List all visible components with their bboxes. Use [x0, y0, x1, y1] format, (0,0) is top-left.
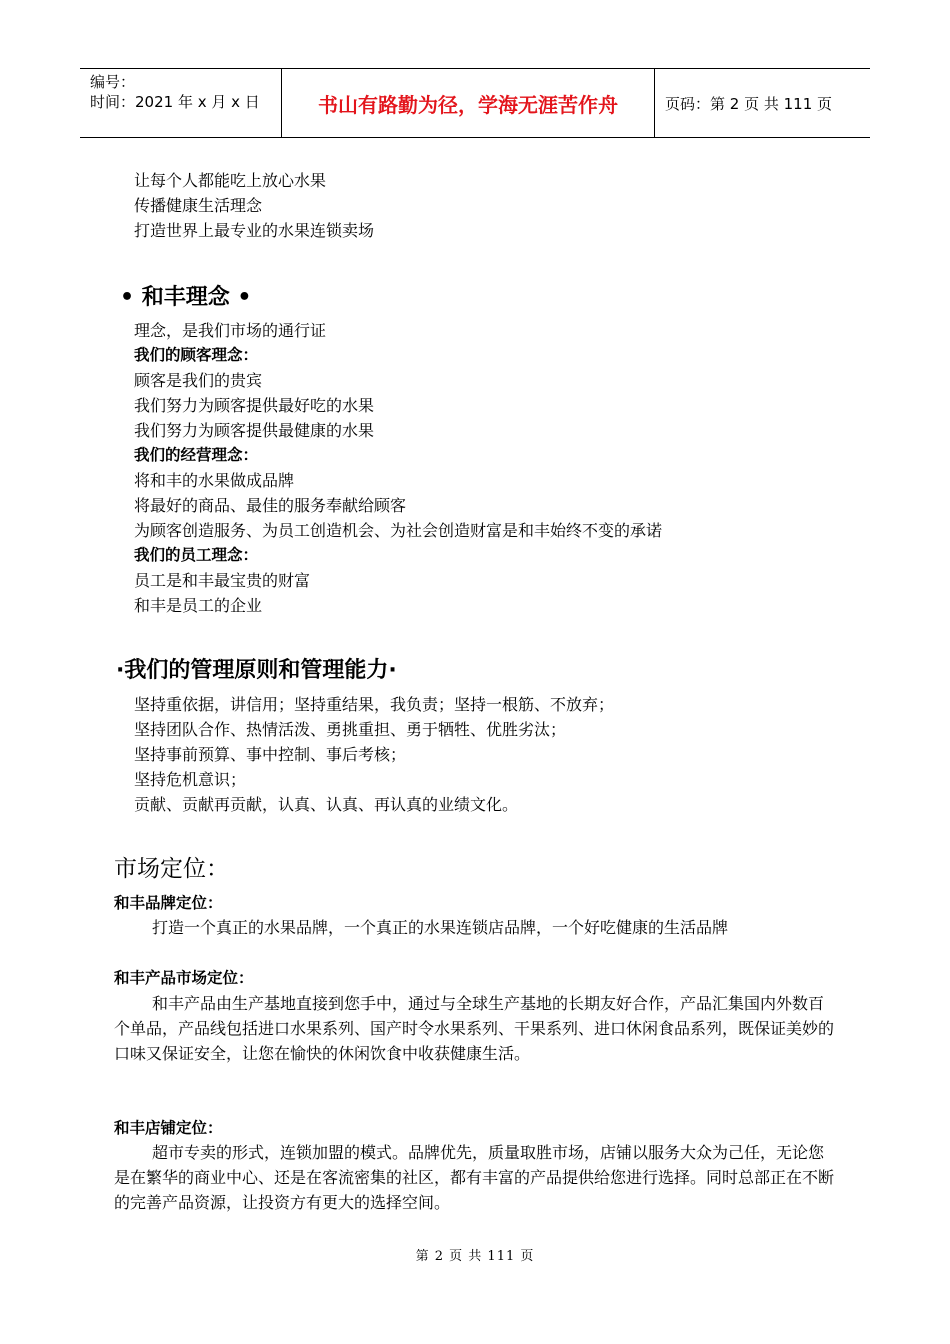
page-footer: 第 2 页 共 111 页	[415, 1249, 535, 1264]
header-motto: 书山有路勤为径，学海无涯苦作舟	[282, 69, 655, 137]
employee-item: 员工是和丰最宝贵的财富	[134, 571, 311, 590]
product-text: 和丰产品由生产基地直接到您手中，通过与全球生产基地的长期友好合作，产品汇集国内外数百个单品，产品线包括进口水果系列、国产时令水果系列、干果系列、进口休闲食品系列，既保证美妙的口味又保证安全，让您在愉快的休闲饮食中收获健康生活。	[114, 994, 835, 1063]
mission-line: 让每个人都能吃上放心水果	[134, 171, 327, 190]
employee-heading: 我们的员工理念：	[134, 546, 259, 564]
mission-line: 传播健康生活理念	[134, 196, 263, 215]
store-text: 超市专卖的形式，连锁加盟的模式。品牌优先，质量取胜市场，店铺以服务大众为己任，无论您是在繁华的商业中心、还是在客流密集的社区，都有丰富的产品提供给您进行选择。同时总部正在不断的完善产品资源，让投资方有更大的选择空间。	[114, 1143, 835, 1212]
date-label: 时间：2021 年 x 月 x 日	[90, 93, 260, 111]
positioning-title: 市场定位：	[114, 856, 229, 882]
management-item: 坚持事前预算、事中控制、事后考核；	[134, 745, 407, 764]
header-meta	[80, 69, 282, 137]
customer-heading: 我们的顾客理念：	[134, 346, 259, 364]
store-heading: 和丰店铺定位：	[114, 1119, 223, 1137]
business-item: 为顾客创造服务、为员工创造机会、为社会创造财富是和丰始终不变的承诺	[134, 521, 663, 540]
customer-item: 我们努力为顾客提供最健康的水果	[134, 421, 375, 440]
brand-text: 打造一个真正的水果品牌，一个真正的水果连锁店品牌，一个好吃健康的生活品牌	[152, 918, 729, 937]
management-item: 坚持危机意识；	[134, 770, 247, 789]
customer-item: 我们努力为顾客提供最好吃的水果	[134, 396, 375, 415]
customer-item: 顾客是我们的贵宾	[134, 371, 263, 390]
mission-line: 打造世界上最专业的水果连锁卖场	[134, 221, 375, 240]
product-heading: 和丰产品市场定位：	[114, 969, 254, 987]
philosophy-title: • 和丰理念 •	[120, 285, 252, 310]
business-item: 将最好的商品、最佳的服务奉献给顾客	[134, 496, 407, 515]
header-page-info: 页码：第 2 页 共 111 页	[665, 94, 833, 113]
business-heading: 我们的经营理念：	[134, 446, 259, 464]
brand-heading: 和丰品牌定位：	[114, 894, 223, 912]
philosophy-intro: 理念，是我们市场的通行证	[134, 321, 327, 340]
management-item: 贡献、贡献再贡献，认真、认真、再认真的业绩文化。	[134, 795, 519, 814]
management-title: ·我们的管理原则和管理能力·	[116, 658, 397, 683]
management-item: 坚持团队合作、热情活泼、勇挑重担、勇于牺牲、优胜劣汰；	[134, 720, 567, 739]
employee-item: 和丰是员工的企业	[134, 596, 263, 615]
management-item: 坚持重依据，讲信用；坚持重结果，我负责；坚持一根筋、不放弃；	[134, 695, 615, 714]
page-header	[80, 68, 870, 138]
number-label: 编号：	[90, 73, 136, 91]
business-item: 将和丰的水果做成品牌	[134, 471, 295, 490]
